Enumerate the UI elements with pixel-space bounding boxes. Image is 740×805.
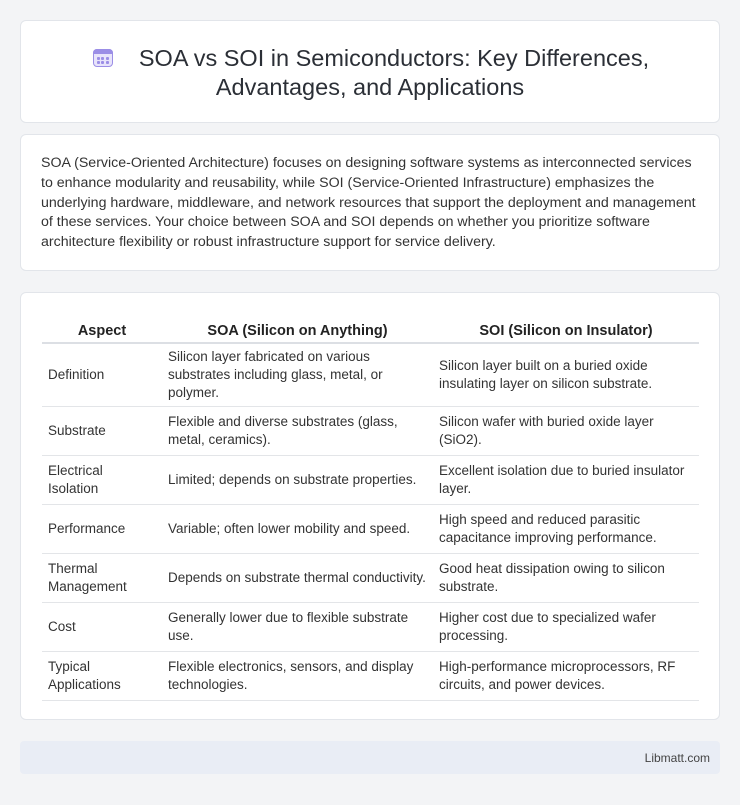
soa-cell: Silicon layer fabricated on various substrates including glass, metal, or polymer. (162, 343, 433, 407)
calendar-icon (91, 45, 115, 69)
footer-site-link[interactable]: Libmatt.com (644, 751, 710, 765)
soa-cell: Flexible electronics, sensors, and display technologies. (162, 652, 433, 701)
soi-cell: Higher cost due to specialized wafer processing. (433, 603, 699, 652)
aspect-cell: Typical Applications (42, 652, 162, 701)
soa-cell: Variable; often lower mobility and speed. (162, 505, 433, 554)
table-row (42, 554, 699, 603)
summary-card (20, 134, 720, 271)
aspect-cell: Thermal Management (42, 554, 162, 603)
comparison-table (42, 313, 699, 701)
summary-text: SOA (Service-Oriented Architecture) focuses on designing software systems as interconnected services to enhance modularity and reusability, while SOI (Service-Oriented Infrastructure) emphasizes the underlying hardware, middleware, and network resources that support the deployment and management of these services. Your choice between SOA and SOI depends on whether you prioritize software architecture flexibility or robust infrastructure support for service delivery. (41, 155, 696, 251)
table-row (42, 603, 699, 652)
soi-cell: High speed and reduced parasitic capacitance improving performance. (433, 505, 699, 554)
aspect-cell: Substrate (42, 407, 162, 456)
soi-cell: Excellent isolation due to buried insulator layer. (433, 456, 699, 505)
soi-cell: High-performance microprocessors, RF circuits, and power devices. (433, 652, 699, 701)
header-soi: SOI (Silicon on Insulator) (433, 313, 699, 343)
table-row (42, 456, 699, 505)
table-row (42, 505, 699, 554)
aspect-cell: Performance (42, 505, 162, 554)
header-aspect: Aspect (42, 313, 162, 343)
title-line-1: SOA vs SOI in Semiconductors: Key Differences, (138, 45, 650, 71)
comparison-table-card (20, 292, 720, 720)
soi-cell: Silicon wafer with buried oxide layer (SiO2). (433, 407, 699, 456)
aspect-cell: Electrical Isolation (42, 456, 162, 505)
table-row (42, 652, 699, 701)
table-row (42, 343, 699, 407)
soi-cell: Good heat dissipation owing to silicon substrate. (433, 554, 699, 603)
page-title (21, 44, 719, 73)
soi-cell: Silicon layer built on a buried oxide insulating layer on silicon substrate. (433, 343, 699, 407)
soa-cell: Depends on substrate thermal conductivity. (162, 554, 433, 603)
aspect-cell: Definition (42, 343, 162, 407)
table-header-row (42, 313, 699, 343)
title-card (20, 20, 720, 123)
aspect-cell: Cost (42, 603, 162, 652)
footer (20, 741, 720, 774)
title-line-2: Advantages, and Applications (215, 74, 525, 100)
soa-cell: Limited; depends on substrate properties. (162, 456, 433, 505)
soa-cell: Flexible and diverse substrates (glass, metal, ceramics). (162, 407, 433, 456)
header-soa: SOA (Silicon on Anything) (162, 313, 433, 343)
table-row (42, 407, 699, 456)
soa-cell: Generally lower due to flexible substrate use. (162, 603, 433, 652)
